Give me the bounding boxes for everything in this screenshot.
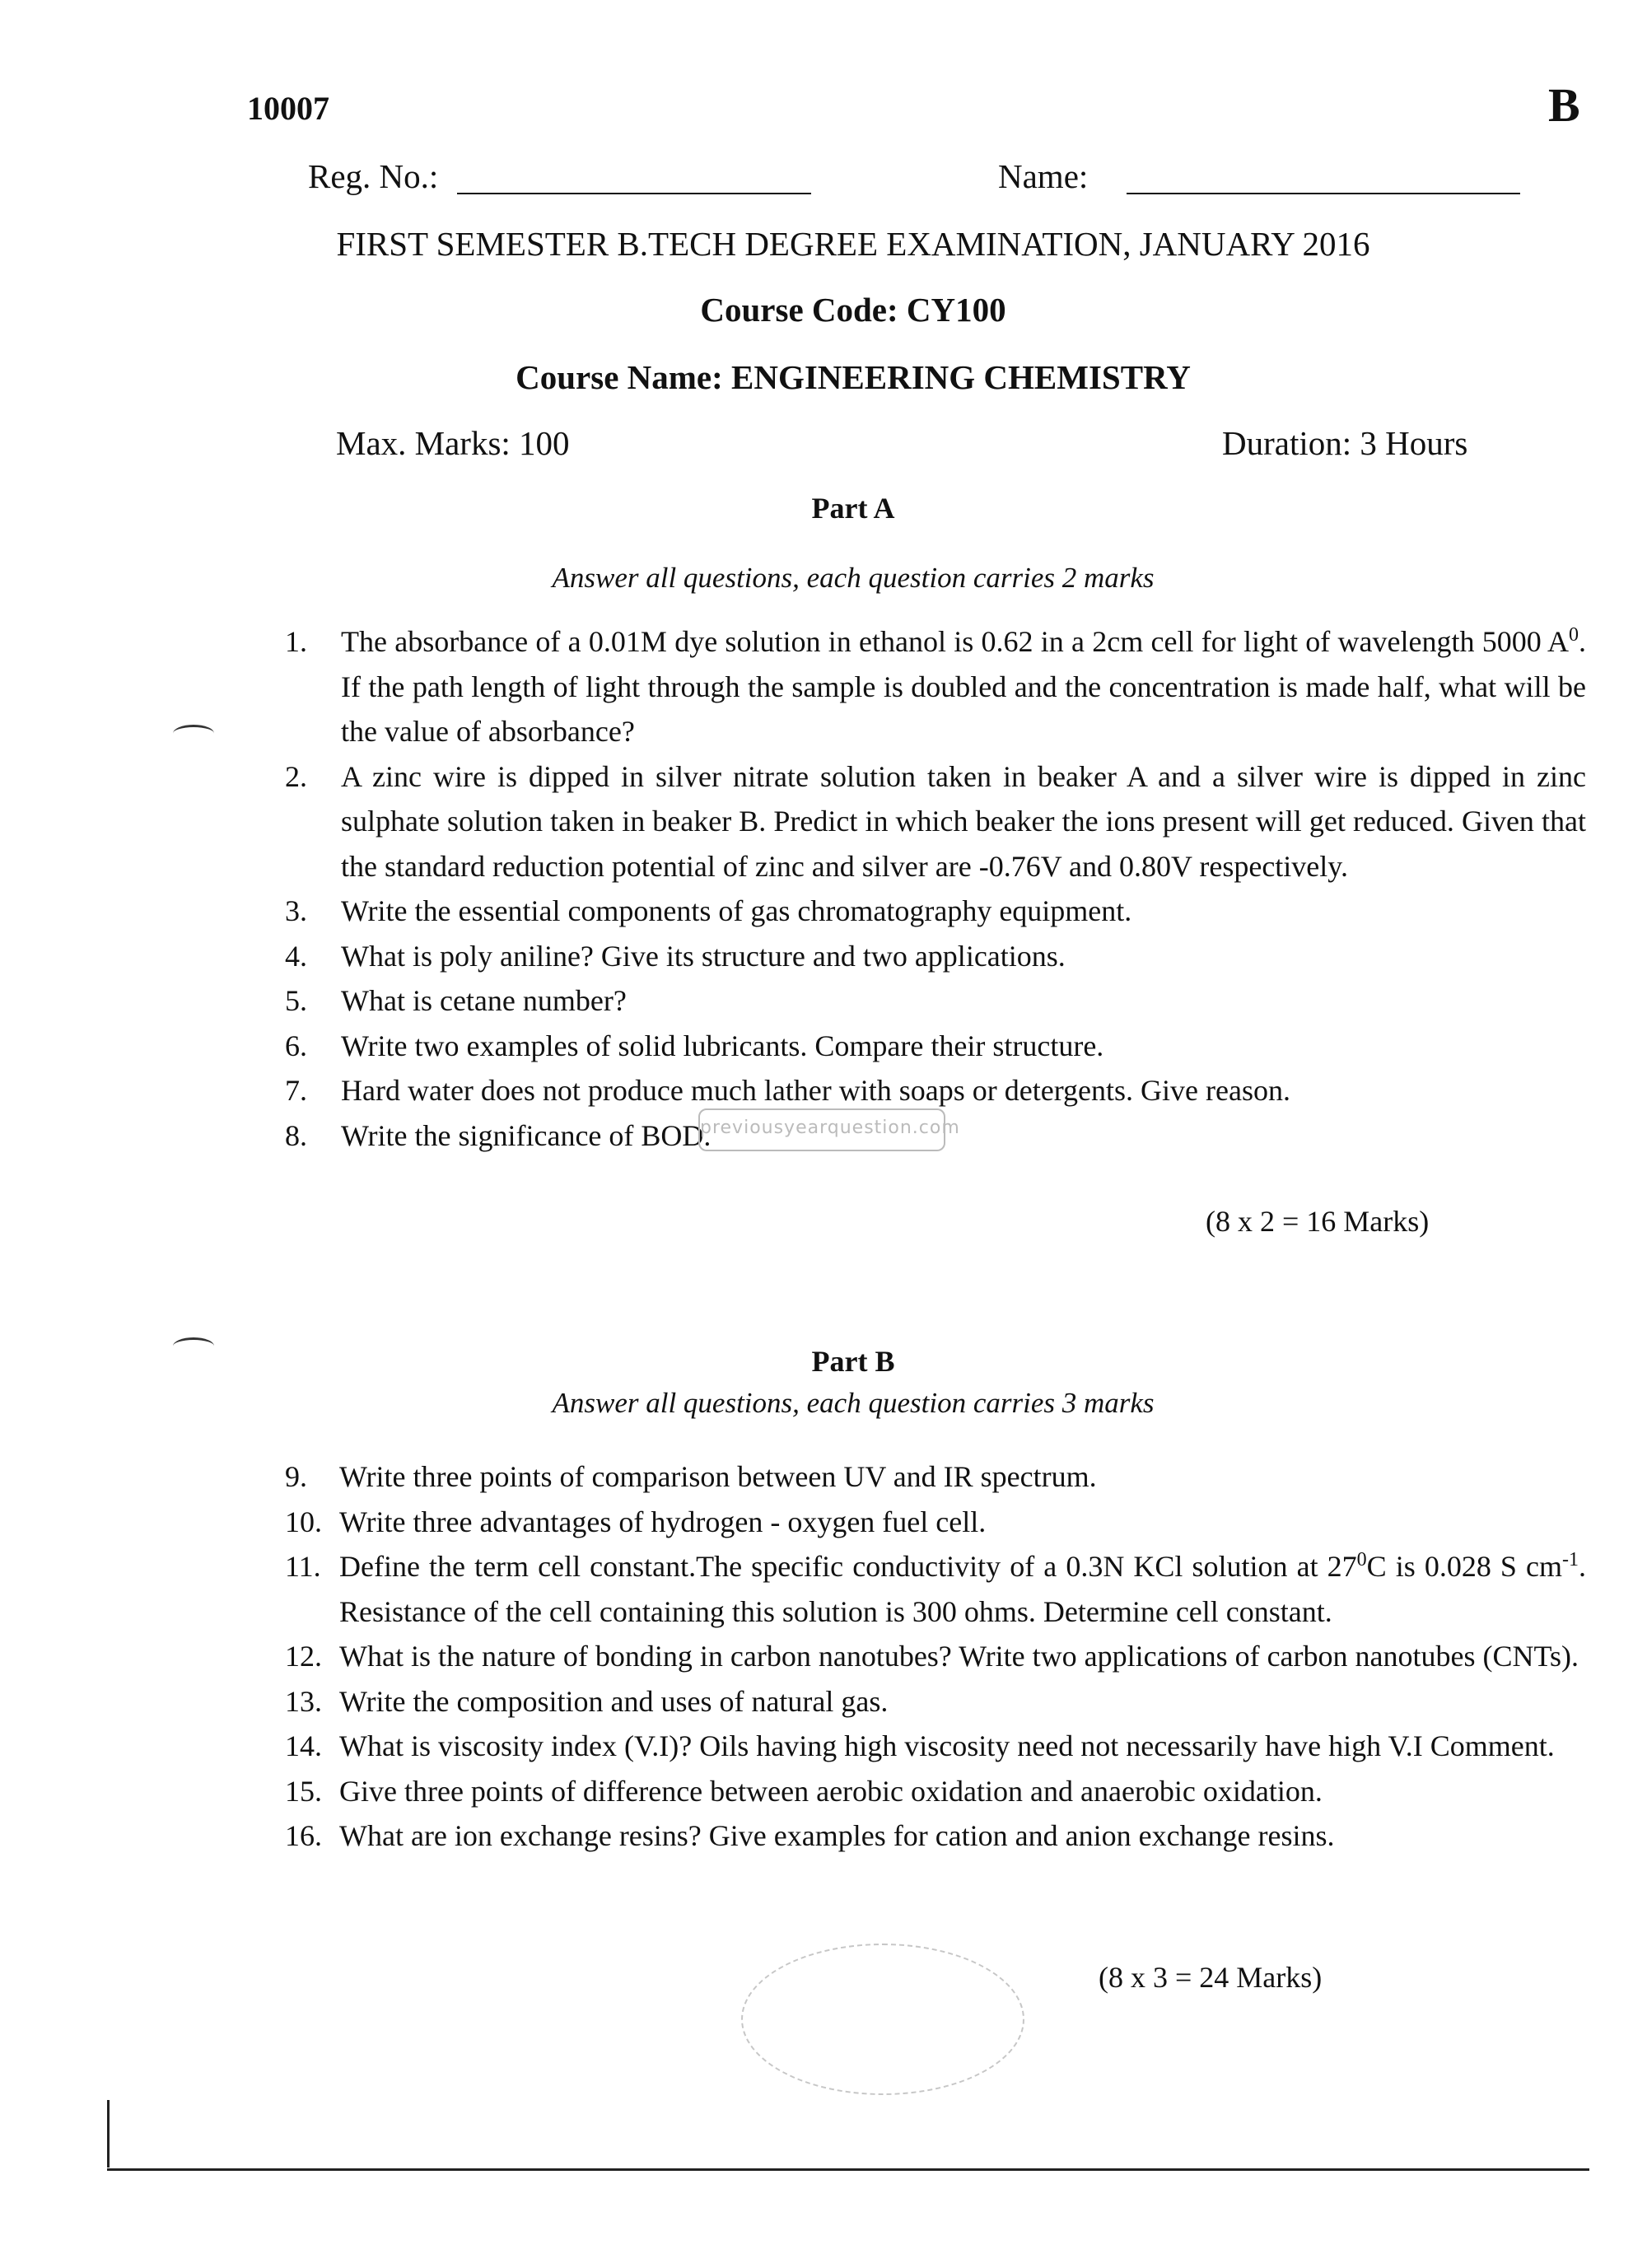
part-b-title: Part B (811, 1345, 895, 1378)
question-text: What is poly aniline? Give its structure and two applications. (341, 939, 1066, 973)
question-text: What are ion exchange resins? Give examples for cation and anion exchange resins. (339, 1819, 1335, 1852)
question-number: 15. (285, 1774, 322, 1808)
question-1 (285, 619, 1586, 754)
question-15 (285, 1769, 1586, 1814)
question-10 (285, 1500, 1586, 1545)
reg-no-label: Reg. No.: (308, 157, 439, 195)
max-marks: Max. Marks: 100 (336, 424, 570, 462)
question-4 (285, 934, 1586, 979)
question-number: 1. (285, 625, 307, 658)
question-number: 12. (285, 1640, 322, 1673)
question-12 (285, 1634, 1586, 1679)
question-11 (285, 1544, 1586, 1634)
question-text: The absorbance of a 0.01M dye solution in ethanol is 0.62 in a 2cm cell for light of wavelength 5000 $A^0$. If the path length of light through the sample is doubled and the concentration is made half, what will be the value of absorbance? (341, 624, 1586, 748)
question-text: Write three points of comparison between UV and IR spectrum. (339, 1460, 1097, 1493)
exam-title: FIRST SEMESTER B.TECH DEGREE EXAMINATION, JANUARY 2016 (336, 225, 1370, 263)
question-16 (285, 1813, 1586, 1859)
question-text: Write the significance of BOD. (341, 1118, 712, 1152)
question-text: Write three advantages of hydrogen - oxygen fuel cell. (339, 1505, 987, 1538)
margin-mark (173, 725, 214, 742)
question-text: Give three points of difference between aerobic oxidation and anaerobic oxidation. (339, 1774, 1323, 1808)
course-code: Course Code: CY100 (700, 291, 1006, 329)
question-set-letter: B (1548, 78, 1580, 132)
question-text: Write two examples of solid lubricants. Compare their structure. (341, 1029, 1104, 1062)
part-a-title: Part A (811, 492, 895, 525)
question-7 (285, 1068, 1586, 1113)
question-number: 6. (285, 1029, 307, 1062)
part-a-instruction: Answer all questions, each question carries 2 marks (552, 562, 1155, 594)
question-3 (285, 889, 1586, 934)
question-number: 16. (285, 1819, 322, 1852)
reg-no-blank-line (457, 193, 811, 194)
part-b-instruction: Answer all questions, each question carries 3 marks (552, 1387, 1155, 1419)
name-label: Name: (998, 157, 1089, 195)
question-text: Define the term cell constant.The specific conductivity of a 0.3N KCl solution at $27^0C$ is 0.028 S $cm^{-1}$. Resistance of the cell containing this solution is 300 ohms. Determine cell constant. (339, 1549, 1587, 1628)
question-number: 11. (285, 1550, 321, 1583)
question-9 (285, 1454, 1586, 1500)
watermark-logo: previousyearquestion.com (698, 1108, 945, 1151)
question-2 (285, 754, 1586, 889)
duration: Duration: 3 Hours (1222, 424, 1468, 462)
question-text: Write the composition and uses of natural gas. (339, 1684, 889, 1718)
question-number: 4. (285, 939, 307, 973)
question-number: 8. (285, 1118, 307, 1152)
part-a-total-marks: (8 x 2 = 16 Marks) (1206, 1205, 1430, 1238)
name-blank-line (1127, 193, 1520, 194)
question-6 (285, 1024, 1586, 1069)
question-5 (285, 978, 1586, 1024)
question-number: 14. (285, 1729, 322, 1762)
question-number: 5. (285, 984, 307, 1017)
paper-code: 10007 (247, 90, 329, 127)
course-name: Course Name: ENGINEERING CHEMISTRY (516, 358, 1191, 396)
question-number: 13. (285, 1684, 322, 1718)
question-number: 7. (285, 1074, 307, 1107)
part-b-question-list (285, 1454, 1586, 1859)
question-text: What is cetane number? (341, 984, 627, 1017)
question-13 (285, 1679, 1586, 1724)
question-text: What is viscosity index (V.I)? Oils having high viscosity need not necessarily have high V.I Comment. (339, 1729, 1555, 1762)
question-text: A zinc wire is dipped in silver nitrate solution taken in beaker A and a silver wire is dipped in zinc sulphate solution taken in beaker B. Predict in which beaker the ions present will get reduced. Given that the standard reduction potential of zinc and silver are -0.76V and 0.80V respectively. (341, 759, 1586, 883)
question-text: Write the essential components of gas chromatography equipment. (341, 894, 1132, 927)
page-bottom-rule (107, 2168, 1589, 2171)
part-a-question-list (285, 619, 1586, 1158)
question-number: 2. (285, 759, 307, 793)
question-number: 10. (285, 1505, 322, 1538)
question-number: 3. (285, 894, 307, 927)
question-number: 9. (285, 1460, 307, 1493)
margin-mark (173, 1337, 214, 1355)
question-text: Hard water does not produce much lather with soaps or detergents. Give reason. (341, 1074, 1290, 1107)
margin-line (107, 2100, 110, 2168)
question-14 (285, 1724, 1586, 1769)
question-text: What is the nature of bonding in carbon nanotubes? Write two applications of carbon nanotubes (CNTs). (339, 1640, 1579, 1673)
part-b-total-marks: (8 x 3 = 24 Marks) (1099, 1961, 1323, 1994)
ink-stamp-mark (741, 1944, 1024, 2095)
